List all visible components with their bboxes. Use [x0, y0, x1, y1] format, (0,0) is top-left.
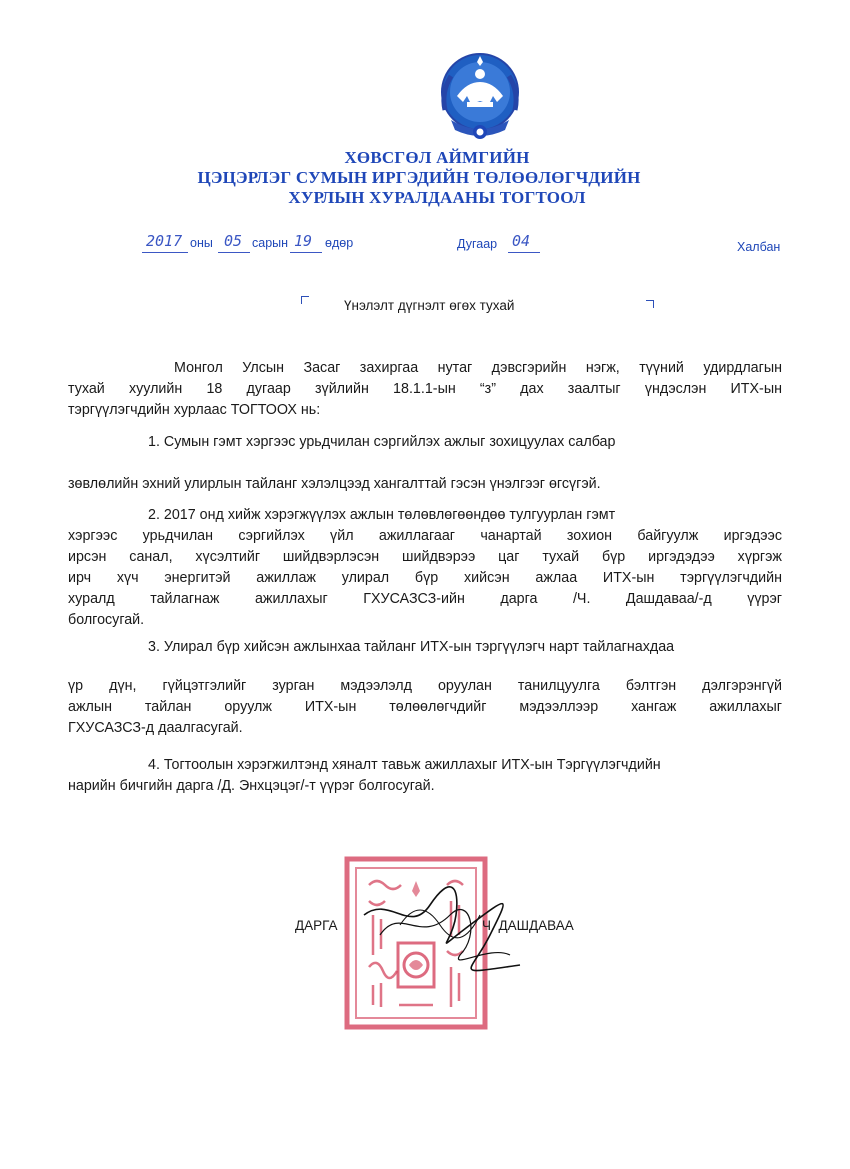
state-emblem-icon: [437, 50, 523, 146]
header-line-2: ЦЭЦЭРЛЭГ СУМЫН ИРГЭДИЙН ТӨЛӨӨЛӨГЧДИЙН: [197, 168, 641, 187]
item-3-line-2: үр дүн, гүйцэтгэлийг зурган мэдээлэлд оруулан танилцуулга бэлтгэн дэлгэрэнгүй: [68, 678, 782, 694]
subject-bracket-right: [646, 300, 654, 308]
subject-bracket-left: [301, 296, 309, 304]
number-label: Дугаар: [457, 237, 498, 251]
item-2-line-4: ирч хүч энергитэй ажиллаж улирал бүр хийсэн ажлаа ИТХ-ын тэргүүлэгчдийн: [68, 570, 782, 586]
item-2-line-2: хэргээс урьдчилан сэргийлэх үйл ажиллагааг чанартай зохион байгуулж иргэдээс: [68, 528, 782, 544]
item-2-line-5: хуралд тайлагнаж ажиллахыг ГХУСАЗСЗ-ийн дарга /Ч. Дашдаваа/-д үүрэг: [68, 591, 782, 607]
document-number: 04: [512, 232, 531, 250]
item-3-line-3: ажлын тайлан оруулж ИТХ-ын төлөөлөгчдийг мэдээллээр хангаж ажиллахыг: [68, 699, 782, 715]
item-1-line-1: 1. Сумын гэмт хэргээс урьдчилан сэргийлэх ажлыг зохицуулах салбар: [148, 434, 616, 450]
item-2-line-3: ирсэн санал, хүсэлтийг шийдвэрлэсэн шийдвэрээ цаг тухай бүр иргэдэдээ хүргэж: [68, 549, 782, 565]
item-1-line-2: зөвлөлийн эхний улирлын тайланг хэлэлцээд хангалттай гэсэн үнэлгээг өгсүгэй.: [68, 476, 601, 492]
signatory-title: ДАРГА: [295, 918, 338, 933]
intro-line-3: тэргүүлэгчдийн хурлаас ТОГТООХ нь:: [68, 402, 321, 418]
date-year: 2017: [146, 232, 183, 250]
day-label: өдөр: [325, 236, 354, 250]
handwritten-signature: [360, 875, 530, 985]
item-2-line-1: 2. 2017 онд хийж хэрэгжүүлэх ажлын төлөвлөгөөндөө тулгуурлан гэмт: [148, 507, 616, 523]
item-3-line-4: ГХУСАЗСЗ-д даалгасугай.: [68, 720, 243, 736]
header-line-3: ХУРЛЫН ХУРАЛДААНЫ ТОГТООЛ: [288, 188, 586, 207]
signatory-name: Ч. ДАШДАВАА: [482, 918, 574, 933]
date-month: 05: [224, 232, 243, 250]
document-subject: Үнэлэлт дүгнэлт өгөх тухай: [344, 298, 515, 313]
date-day: 19: [294, 232, 313, 250]
intro-line-1: Монгол Улсын Засаг захиргаа нутаг дэвсгэрийн нэгж, түүний удирдлагын: [174, 360, 782, 376]
item-3-line-1: 3. Улирал бүр хийсэн ажлынхаа тайланг ИТХ-ын тэргүүлэгч нарт тайлагнахдаа: [148, 639, 675, 655]
date-number-line: [0, 234, 850, 258]
item-4-line-2: нарийн бичгийн дарга /Д. Энхцэцэг/-т үүрэг болгосугай.: [68, 778, 435, 794]
header-line-1: ХӨВСГӨЛ АЙМГИЙН: [344, 148, 530, 167]
year-label: оны: [190, 236, 213, 250]
item-4-line-1: 4. Тогтоолын хэрэгжилтэнд хяналт тавьж ажиллахыг ИТХ-ын Тэргүүлэгчдийн: [148, 757, 661, 773]
item-2-line-6: болгосугай.: [68, 612, 145, 628]
place-name: Халбан: [737, 240, 781, 254]
intro-line-2: тухай хуулийн 18 дугаар зүйлийн 18.1.1-ын “з” дах заалтыг үндэслэн ИТХ-ын: [68, 381, 782, 397]
month-label: сарын: [252, 236, 289, 250]
